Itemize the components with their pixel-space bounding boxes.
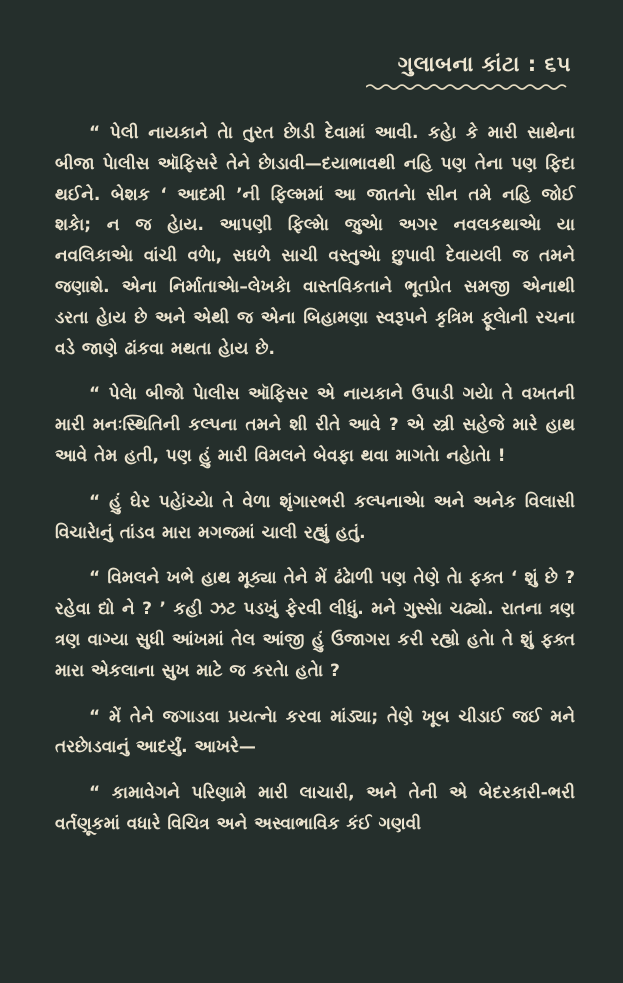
decorative-wavy-rule: [366, 83, 571, 91]
paragraph-5: “ મેં તેને જગાડવા પ્રયત્નેા કરવા માંડ્યા; તેણે ખૂબ ચીડાઈ જઈ મને તરછેાડવાનું આદર્યું. આખરે—: [55, 706, 575, 758]
running-head-title: ગુલાબના કાંટા : ૬૫: [397, 52, 571, 76]
paragraph-4: “ વિમલને ખભે હાથ મૂક્યા તેને મેં ઢંઢેાળી પણ તેણે તેા ફક્ત ‘ શું છે ? રહેવા દ્યો ને ? ’ કહી ઝટ પડખું ફેરવી લીધું. મને ગુસ્સેા ચઢ્યો. રાતના ત્રણ ત્રણ વાગ્યા સુધી આંખમાં તેલ આંજી હું ઉજાગરા કરી રહ્યો હતેા તે શું ફક્ત મારા એકલાના સુખ માટે જ કરતેા હતેા ?: [55, 568, 575, 681]
paragraph-1: “ પેલી નાયકાને તેા તુરત છેાડી દેવામાં આવી. કહેા કે મારી સાથેના બીજા પેાલીસ ઑફિસરે તેને છેાડાવી—દયાભાવથી નહિ પણ તેના પણ ફિદા થઈને. બેશક ‘ આદમી ’ની ફિલ્મમાં આ જાતનેા સીન તમે નહિ જોઈ શકેા; ન જ હેાય. આપણી ફિલ્મેા જુએા અગર નવલકથાએા યા નવલિકાએા વાંચી વળેા, સઘળે સાચી વસ્તુએા છુપાવી દેવાયલી જ તમને જણાશે. એના નિર્માતાએા–લેખકેા વાસ્તવિકતાને ભૂતપ્રેત સમજી એનાથી ડરતા હેાય છે અને એથી જ એના બિહામણા સ્વરૂપને કૃત્રિમ ફૂલેાની રચના વડે જાણે ઢાંકવા મથતા હેાય છે.: [55, 123, 575, 359]
paragraph-2: “ પેલેા બીજો પેાલીસ ઑફિસર એ નાયકાને ઉપાડી ગયેા તે વખતની મારી મનઃસ્થિતિની કલ્પના તમને શી રીતે આવે ? એ સ્ત્રી સહેજે મારે હાથ આવે તેમ હતી, પણ હું મારી વિમલને બેવફા થવા માગતેા નહેાતેા !: [55, 384, 575, 466]
paragraph-3: “ હું ઘેર પહેાંચ્યેા તે વેળા શૃંગારભરી કલ્પનાએા અને અનેક વિલાસી વિચારેાનું તાંડવ મારા મગજમાં ચાલી રહ્યું હતું.: [55, 491, 575, 543]
running-head: [366, 52, 571, 91]
paragraph-6: “ કામાવેગને પરિણામે મારી લાચારી, અને તેની એ બેદરકારી-ભરી વર્તણૂકમાં વધારે વિચિત્ર અને અસ્વાભાવિક કંઈ ગણવી: [55, 783, 575, 834]
body-text: [55, 118, 575, 855]
